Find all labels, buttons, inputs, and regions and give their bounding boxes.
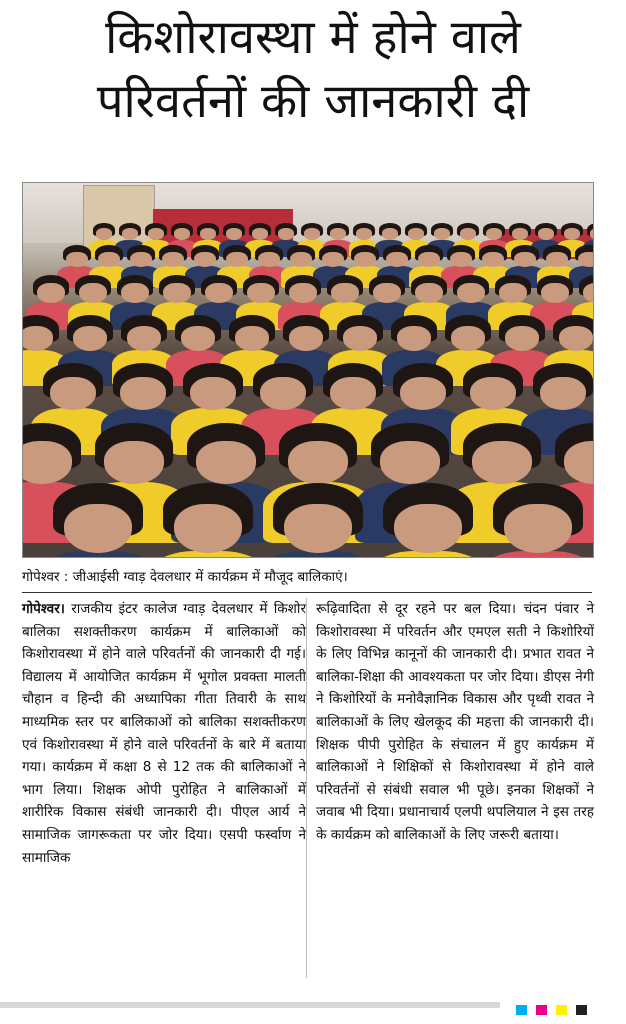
dateline: गोपेश्वर। xyxy=(22,601,65,617)
headline-line-2: परिवर्तनों की जानकारी दी xyxy=(96,74,530,129)
student-figure xyxy=(53,483,143,558)
column-divider xyxy=(306,598,307,978)
registration-swatches xyxy=(516,1000,596,1010)
article-body-right xyxy=(316,598,594,847)
student-figure xyxy=(273,483,363,558)
caption-rule xyxy=(22,592,592,593)
headline xyxy=(0,6,626,134)
student-figure xyxy=(163,483,253,558)
article-photo xyxy=(22,182,594,558)
photo-caption: गोपेश्वर : जीआईसी ग्वाड़ देवलधार में कार्यक्रम में मौजूद बालिकाएं। xyxy=(22,569,348,585)
student-figure xyxy=(369,275,405,322)
swatch-magenta xyxy=(536,1005,547,1015)
article-body-left xyxy=(22,598,306,869)
student-figure xyxy=(201,275,237,322)
body-text-left: राजकीय इंटर कालेज ग्वाड़ देवलधार में किशोर बालिका सशक्तीकरण कार्यक्रम में बालिकाओं को किशोरावस्था में होने वाले परिवर्तनों की जानकारी दी गई। विद्यालय में आयोजित कार्यक्रम में भूगोल प्रवक्ता मालती चौहान व हिन्दी की अध्यापिका गीता तिवारी के साथ माध्यमिक स्तर पर बालिकाओं को बालिका सशक्तीकरण एवं किशोरावस्था में होने वाले परिवर्तनों के बारे में बताया गया। कार्यक्रम में कक्षा 8 से 12 तक की बालिकाओं ने भाग लिया। शिक्षक ओपी पुरोहित ने बालिकाओं में शारीरिक विकास संबंधी जानकारी दी। पीएल आर्य ने सामाजिक जागरूकता पर जोर दिया। एसपी फर्स्वाण ने सामाजिक xyxy=(22,601,307,866)
student-figure xyxy=(383,483,473,558)
student-figure xyxy=(493,483,583,558)
swatch-black xyxy=(576,1005,587,1015)
swatch-yellow xyxy=(556,1005,567,1015)
headline-line-1: किशोरावस्था में होने वाले xyxy=(105,10,521,65)
body-text-right: रूढ़िवादिता से दूर रहने पर बल दिया। चंदन पंवार ने किशोरावस्था में परिवर्तन और एमएल सती ने किशोरियों के लिए विभिन्न कानूनों की जानकारी दी। प्रभात रावत ने बालिका-शिक्षा की आवश्यकता पर जोर दिया। डीएस नेगी ने किशोरियों के मनोवैज्ञानिक विकास और पृथ्वी रावत ने बालिकाओं के लिए खेलकूद की महत्ता की जानकारी दी। शिक्षक पीपी पुरोहित के संचालन में हुए कार्यक्रम में बालिकाओं ने शिक्षिकों से किशोरावस्था में होने वाले परिवर्तनों से संबंधी सवाल भी पूछे। इनका शिक्षकों ने जवाब भी दिया। प्रधानाचार्य एलपी थपलियाल ने इस तरह के कार्यक्रम को बालिकाओं के लिए जरूरी बताया। xyxy=(316,601,594,843)
footer-bar xyxy=(0,1002,500,1008)
swatch-cyan xyxy=(516,1005,527,1015)
